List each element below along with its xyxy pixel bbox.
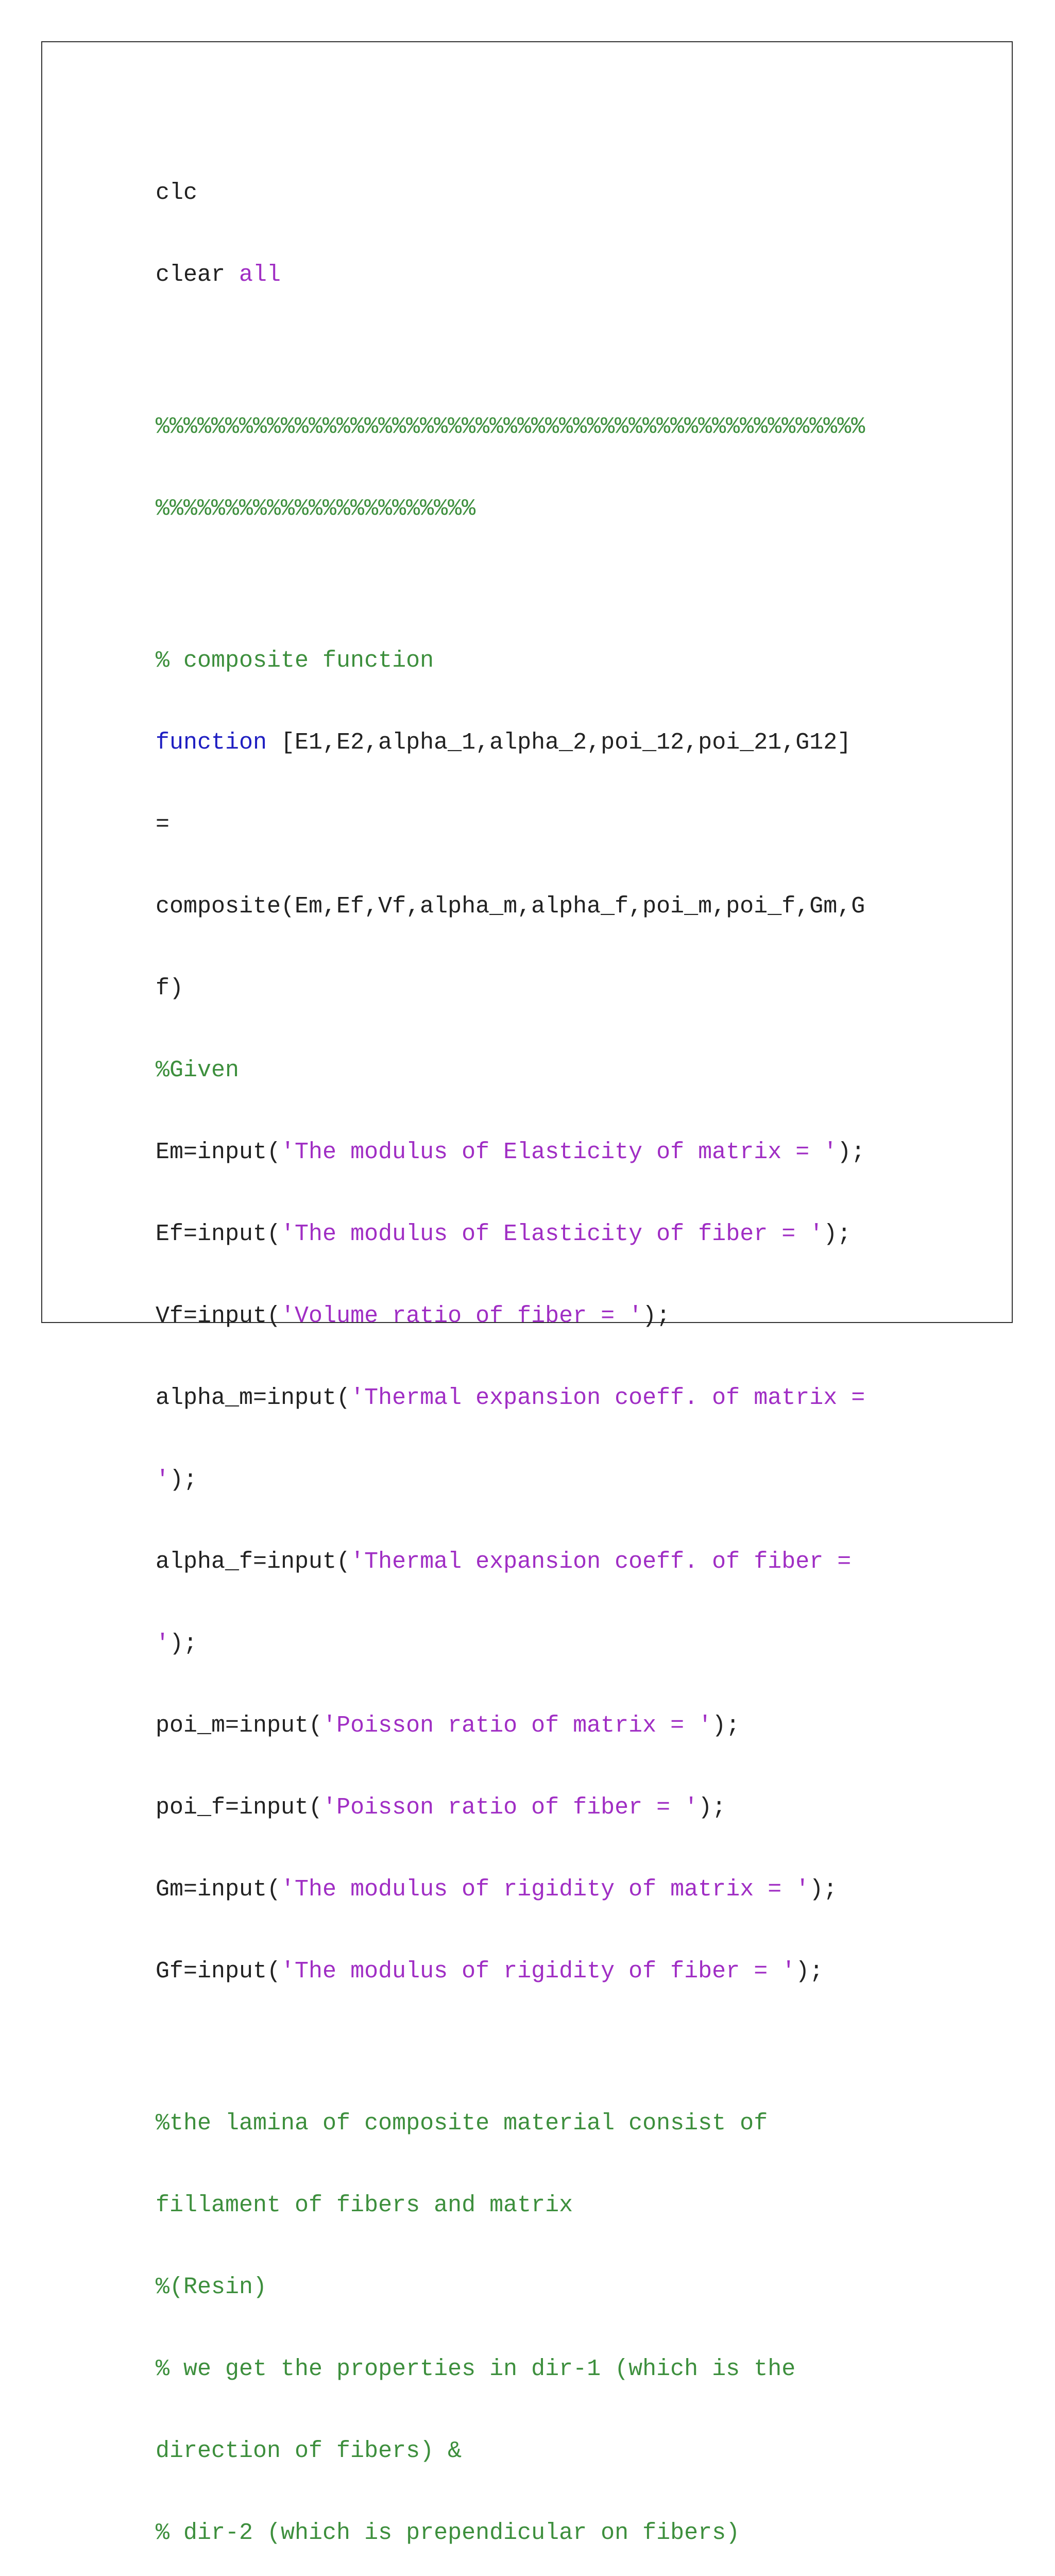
code-text: clear — [156, 262, 240, 288]
code-text: alpha_m=input( — [156, 1385, 351, 1411]
code-text: ); — [712, 1713, 740, 1739]
string-literal: 'The modulus of Elasticity of matrix = ' — [281, 1139, 838, 1165]
code-text: Gm=input( — [156, 1876, 281, 1903]
comment: %(Resin) — [156, 2274, 267, 2300]
code-text: ); — [823, 1221, 852, 1247]
code-line — [156, 1548, 908, 1575]
code-text: = — [156, 811, 170, 838]
comment: %the lamina of composite material consist of — [156, 2110, 768, 2137]
comment-divider: %%%%%%%%%%%%%%%%%%%%%%% — [156, 496, 476, 522]
code-line — [156, 1057, 908, 1084]
comment: % we get the properties in dir-1 (which is the — [156, 2356, 796, 2382]
blank-line — [156, 2040, 908, 2055]
code-line — [156, 1384, 908, 1412]
code-text: ); — [169, 1467, 198, 1493]
code-text: f) — [156, 975, 184, 1002]
code-text: poi_m=input( — [156, 1713, 323, 1739]
string-literal: 'Poisson ratio of matrix = ' — [322, 1713, 712, 1739]
code-text: clc — [156, 180, 198, 206]
string-literal: 'Volume ratio of fiber = ' — [281, 1303, 643, 1329]
code-text: alpha_f=input( — [156, 1549, 351, 1575]
code-line — [156, 1876, 908, 1903]
code-text: poi_f=input( — [156, 1794, 323, 1821]
code-line — [156, 413, 908, 440]
code-text: composite(Em,Ef,Vf,alpha_m,alpha_f,poi_m,poi_f,Gm,G — [156, 893, 865, 920]
string-literal: ' — [156, 1467, 170, 1493]
code-text: ); — [698, 1794, 726, 1821]
code-text: Em=input( — [156, 1139, 281, 1165]
code-line — [156, 1139, 908, 1166]
code-line — [156, 1466, 908, 1494]
comment: fillament of fibers and matrix — [156, 2192, 573, 2218]
code-line — [156, 1958, 908, 1985]
code-line — [156, 811, 908, 838]
comment-divider: %%%%%%%%%%%%%%%%%%%%%%%%%%%%%%%%%%%%%%%%%%%%%%%%%%% — [156, 414, 865, 440]
code-text: ); — [795, 1958, 824, 1985]
code-line — [156, 975, 908, 1002]
string-literal: 'Poisson ratio of fiber = ' — [322, 1794, 699, 1821]
code-text: ); — [837, 1139, 865, 1165]
string-literal: 'The modulus of Elasticity of fiber = ' — [281, 1221, 824, 1247]
comment: % dir-2 (which is prependicular on fibers) — [156, 2520, 740, 2546]
code-listing — [156, 125, 908, 2576]
string-literal: 'The modulus of rigidity of matrix = ' — [281, 1876, 810, 1903]
string-literal: 'Thermal expansion coeff. of matrix = — [350, 1385, 865, 1411]
code-line — [156, 1794, 908, 1821]
blank-line — [156, 577, 908, 592]
code-line — [156, 495, 908, 522]
string-literal: 'The modulus of rigidity of fiber = ' — [281, 1958, 796, 1985]
code-line — [156, 2110, 908, 2137]
code-line — [156, 1302, 908, 1330]
code-line — [156, 2437, 908, 2465]
code-text: ); — [642, 1303, 671, 1329]
comment: direction of fibers) & — [156, 2438, 462, 2464]
code-text: ); — [809, 1876, 838, 1903]
code-text: Gf=input( — [156, 1958, 281, 1985]
code-line — [156, 2355, 908, 2383]
code-line — [156, 729, 908, 756]
code-text: ); — [169, 1631, 198, 1657]
code-line — [156, 647, 908, 674]
comment: % composite function — [156, 648, 434, 674]
keyword: function — [156, 730, 267, 756]
code-line — [156, 1712, 908, 1739]
code-line — [156, 2519, 908, 2547]
code-line — [156, 1221, 908, 1248]
code-line — [156, 2192, 908, 2219]
code-line — [156, 1630, 908, 1657]
code-line — [156, 179, 908, 207]
code-text: Ef=input( — [156, 1221, 281, 1247]
code-line — [156, 261, 908, 289]
code-text: Vf=input( — [156, 1303, 281, 1329]
string-literal: 'Thermal expansion coeff. of fiber = — [350, 1549, 852, 1575]
code-text: [E1,E2,alpha_1,alpha_2,poi_12,poi_21,G12] — [267, 730, 852, 756]
comment: %Given — [156, 1057, 240, 1083]
blank-line — [156, 343, 908, 359]
code-line — [156, 893, 908, 920]
code-line — [156, 2274, 908, 2301]
string-literal: all — [239, 262, 281, 288]
string-literal: ' — [156, 1631, 170, 1657]
